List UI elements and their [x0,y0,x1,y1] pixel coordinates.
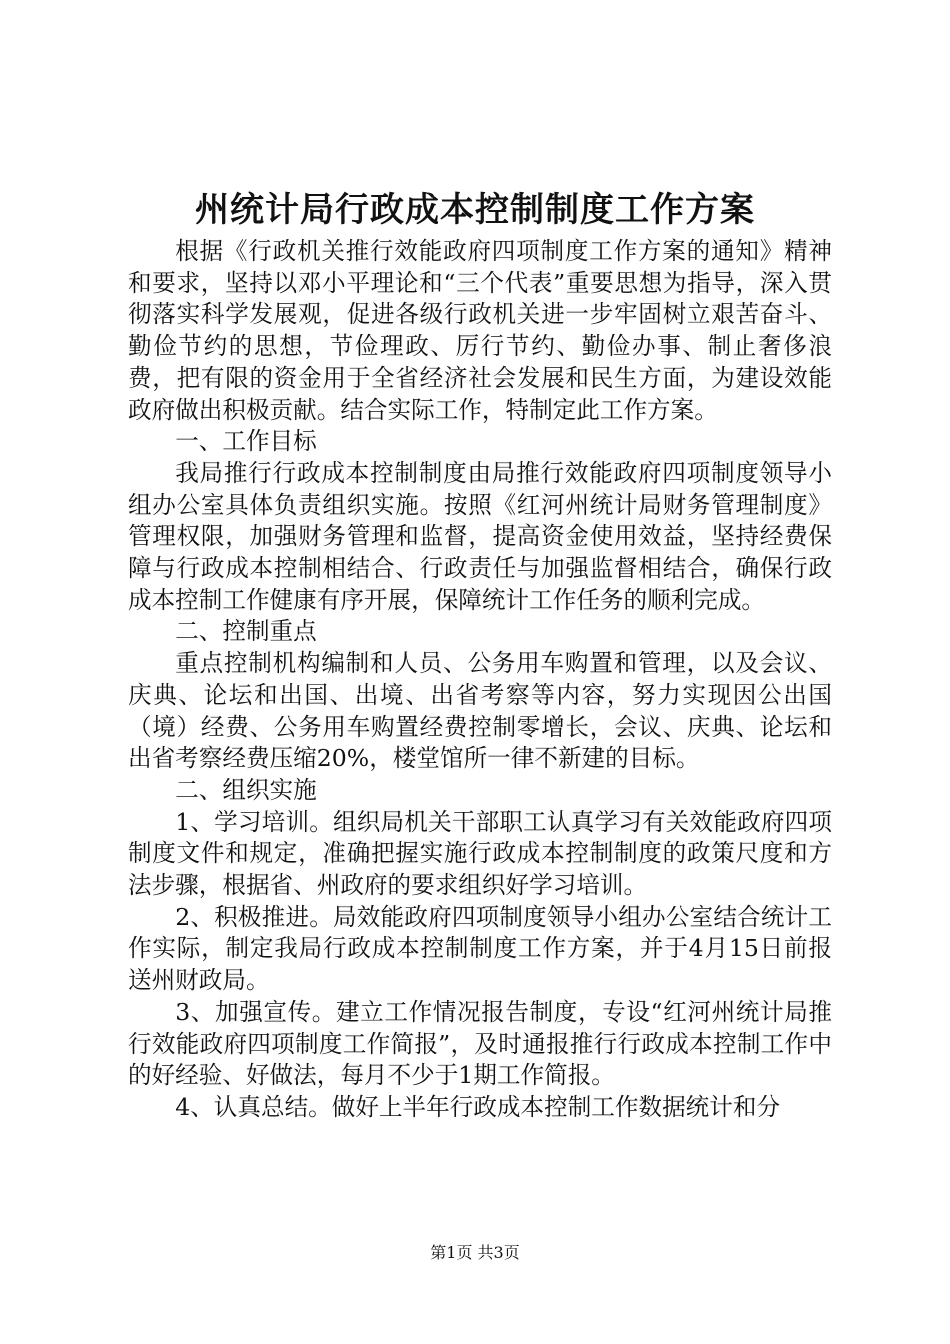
paragraph-item-4: 4、认真总结。做好上半年行政成本控制工作数据统计和分 [175,1092,781,1121]
paragraph-item-2: 2、积极推进。局效能政府四项制度领导小组办公室结合统计工作实际，制定我局行政成本控制制度工作方案，并于4月15日前报送州财政局。 [128,902,832,995]
document-title: 州统计局行政成本控制制度工作方案 [195,190,755,230]
paragraph-goals: 我局推行行政成本控制制度由局推行效能政府四项制度领导小组办公室具体负责组织实施。按照《红河州统计局财务管理制度》管理权限，加强财务管理和监督，提高资金使用效益，坚持经费保障与行政成本控制相结合、行政责任与加强监督相结合，确保行政成本控制工作健康有序开展，保障统计工作任务的顺利完成。 [128,458,832,614]
paragraph-item-3: 3、加强宣传。建立工作情况报告制度，专设“红河州统计局推行效能政府四项制度工作简报”，及时通报推行行政成本控制工作中的好经验、好做法，每月不少于1期工作简报。 [128,997,832,1090]
paragraph-focus: 重点控制机构编制和人员、公务用车购置和管理，以及会议、庆典、论坛和出国、出境、出省考察等内容，努力实现因公出国（境）经费、公务用车购置经费控制零增长，会议、庆典、论坛和出省考察经费压缩20%，楼堂馆所一律不新建的目标。 [128,649,832,773]
section-heading-goals: 一、工作目标 [175,427,317,456]
paragraph-intro: 根据《行政机关推行效能政府四项制度工作方案的通知》精神和要求，坚持以邓小平理论和“三个代表”重要思想为指导，深入贯彻落实科学发展观，促进各级行政机关进一步牢固树立艰苦奋斗、勤俭节约的思想，节俭理政、厉行节约、勤俭办事、制止奢侈浪费，把有限的资金用于全省经济社会发展和民生方面，为建设效能政府做出积极贡献。结合实际工作，特制定此工作方案。 [128,237,832,424]
page-number-footer: 第1页 共3页 [430,1243,520,1262]
section-heading-focus: 二、控制重点 [175,617,317,646]
paragraph-item-1: 1、学习培训。组织局机关干部职工认真学习有关效能政府四项制度文件和规定，准确把握实施行政成本控制制度的政策尺度和方法步骤，根据省、州政府的要求组织好学习培训。 [128,807,832,900]
section-heading-implementation: 二、组织实施 [175,775,317,804]
document-body [128,236,832,1124]
